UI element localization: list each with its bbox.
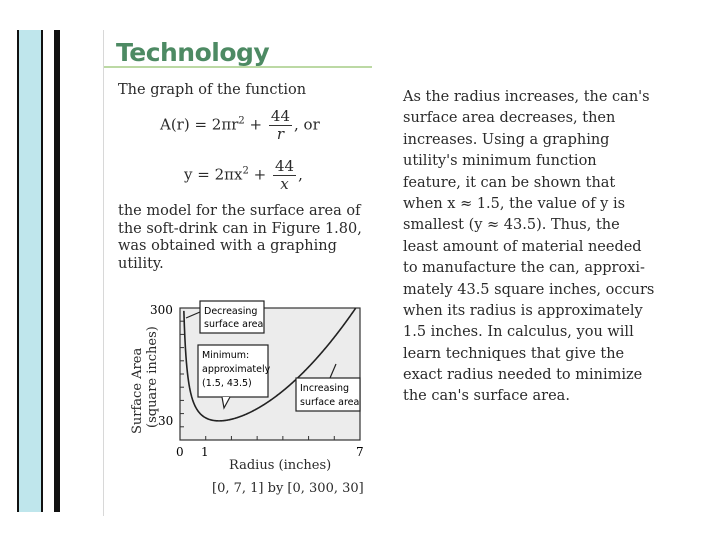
callout-increasing-line2: surface area <box>300 397 360 408</box>
right-line: 1.5 inches. In calculus, you will <box>403 324 634 341</box>
left-border-stripe-3 <box>54 30 60 512</box>
ytick-30: 30 <box>158 414 174 428</box>
callout-minimum-line2: approximately <box>202 364 271 375</box>
callout-minimum-line3: (1.5, 43.5) <box>202 378 252 389</box>
eq1-lhs: A(r) = 2πr <box>160 115 239 134</box>
eq1-denominator: r <box>276 125 285 143</box>
right-line: learn techniques that give the <box>403 345 625 362</box>
right-line: increases. Using a graphing <box>403 131 610 148</box>
callout-increasing-line1: Increasing <box>300 383 350 394</box>
right-line: to manufacture the can, approxi- <box>403 260 645 277</box>
xtick-0: 0 <box>176 445 184 459</box>
right-line: utility's minimum function <box>403 153 597 170</box>
x-axis-label: Radius (inches) <box>229 458 332 473</box>
y-axis-label-units: (square inches) <box>145 326 160 428</box>
xtick-7: 7 <box>356 445 364 459</box>
right-line: smallest (y ≈ 43.5). Thus, the <box>403 217 620 234</box>
right-line: when x ≈ 1.5, the value of y is <box>403 195 626 212</box>
right-line: the can's surface area. <box>403 388 570 405</box>
equation-area-function <box>160 108 320 143</box>
right-line: surface area decreases, then <box>403 110 616 127</box>
eq2-fraction <box>273 158 296 193</box>
left-line: the soft-drink can in Figure 1.80, <box>118 220 362 237</box>
right-line: when its radius is approximately <box>403 302 643 319</box>
callout-minimum-line1: Minimum: <box>202 350 250 361</box>
equation-y-function <box>184 158 303 193</box>
right-line: feature, it can be shown that <box>403 174 616 191</box>
left-line: was obtained with a graphing <box>118 238 337 254</box>
eq2-denominator: x <box>280 175 289 193</box>
right-line: exact radius needed to minimize <box>403 367 643 384</box>
right-paragraph <box>403 87 654 408</box>
left-line: utility. <box>118 255 164 272</box>
eq1-numerator: 44 <box>270 107 290 125</box>
eq2-plus: + <box>253 165 267 184</box>
ytick-300: 300 <box>150 303 173 317</box>
eq2-numerator: 44 <box>274 157 295 175</box>
eq2-tail: , <box>298 165 303 184</box>
y-axis-label: Surface Area <box>130 347 145 434</box>
eq1-exponent: 2 <box>238 115 245 127</box>
callout-decreasing-line1: Decreasing <box>204 306 258 317</box>
eq1-fraction <box>269 108 292 143</box>
left-border-stripe-2 <box>41 30 43 512</box>
eq1-tail: , or <box>294 115 320 134</box>
section-title: Technology <box>116 38 270 67</box>
xtick-1: 1 <box>201 445 209 459</box>
left-line: the model for the surface area of <box>118 203 361 219</box>
eq1-plus: + <box>249 115 263 134</box>
right-line: As the radius increases, the can's <box>403 89 650 105</box>
intro-text: The graph of the function <box>118 82 307 98</box>
left-paragraph <box>118 203 362 273</box>
right-line: least amount of material needed <box>403 238 642 255</box>
viewing-window: [0, 7, 1] by [0, 300, 30] <box>212 481 364 496</box>
eq2-lhs: y = 2πx <box>184 165 243 184</box>
eq2-exponent: 2 <box>242 165 249 177</box>
content-divider <box>103 30 104 516</box>
right-line: mately 43.5 square inches, occurs <box>403 281 655 298</box>
left-teal-band <box>19 30 41 512</box>
callout-decreasing-line2: surface area <box>204 319 264 330</box>
